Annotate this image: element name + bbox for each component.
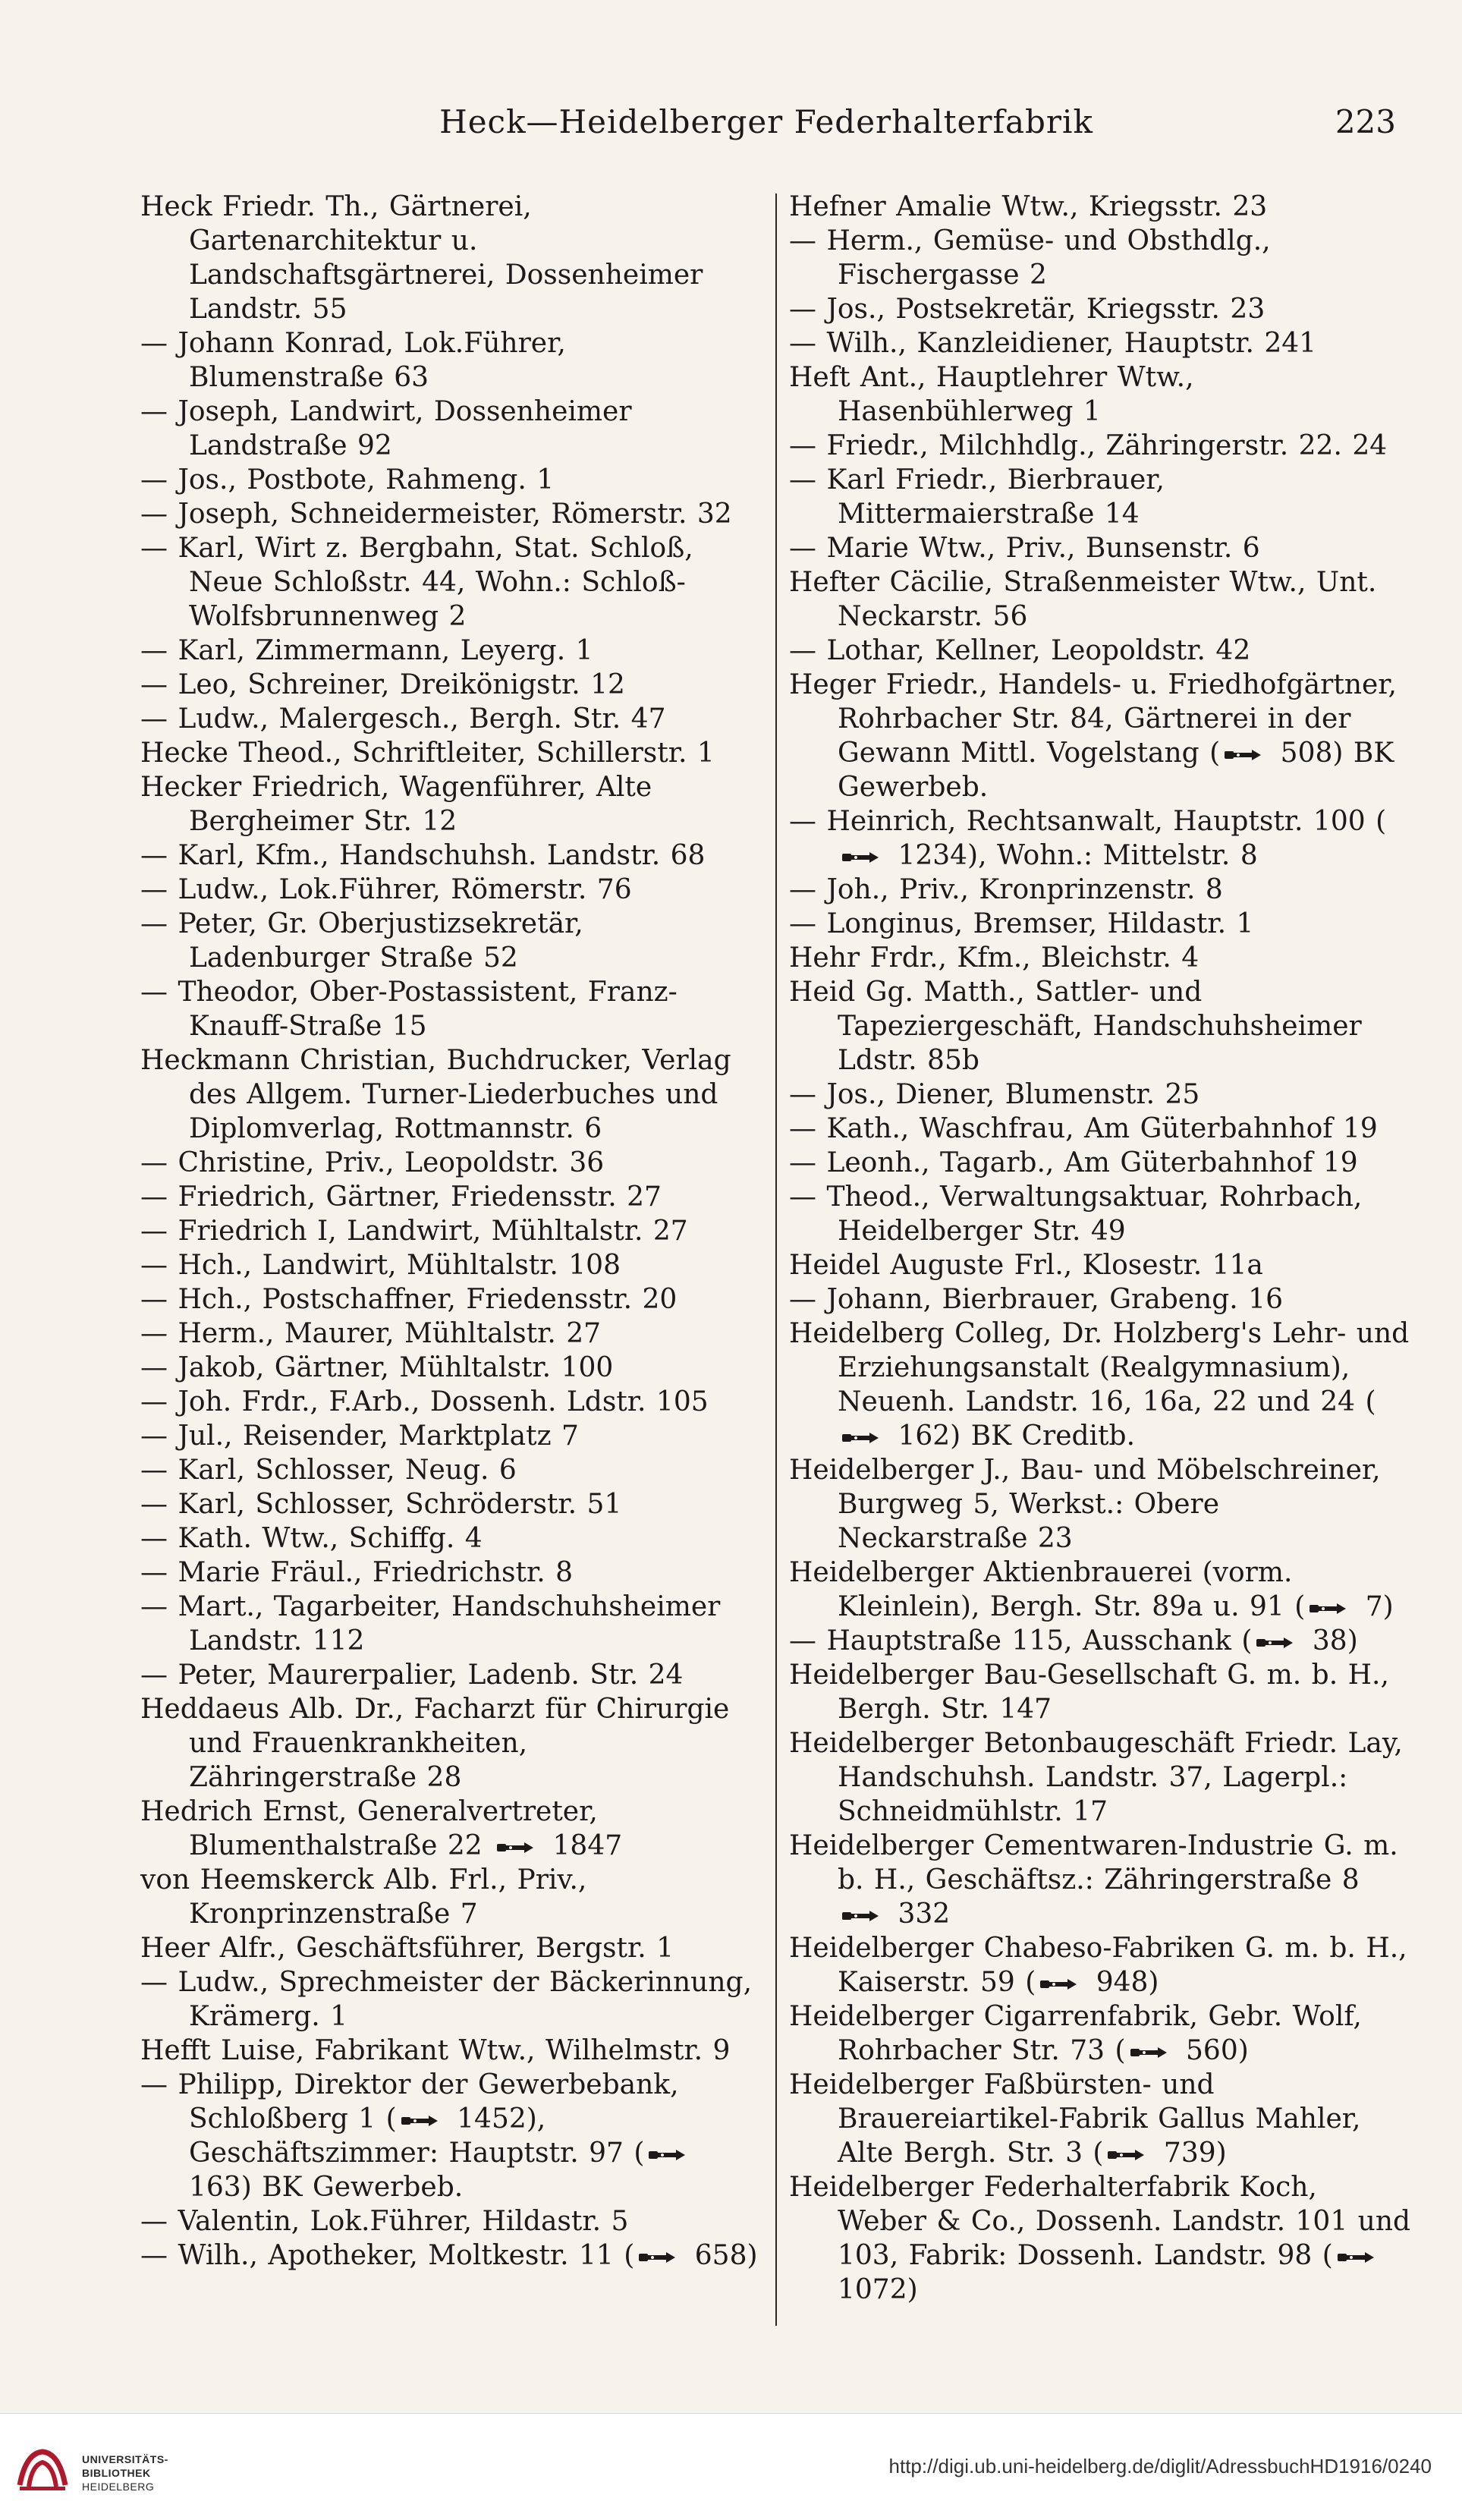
directory-entry: — Leo, Schreiner, Dreikönigstr. 12 [140,669,625,700]
directory-entry: — Jos., Diener, Blumenstr. 25 [789,1079,1200,1110]
directory-entry: Heid Gg. Matth., Sattler- und Tapeziergeschäft, Handschuhsheimer Ldstr. 85b [789,977,1362,1076]
directory-entry: — Leonh., Tagarb., Am Güterbahnhof 19 [789,1147,1358,1178]
directory-entry: Heidelberger Aktienbrauerei (vorm. Kleinlein), Bergh. Str. 89a u. 91 ( 7) [789,1557,1394,1622]
directory-entry: Heidelberger Bau-Gesellschaft G. m. b. H., Bergh. Str. 147 [789,1660,1389,1725]
directory-entry: — Karl, Wirt z. Bergbahn, Stat. Schloß, Neue Schloßstr. 44, Wohn.: Schloß-Wolfsbrunnenweg 2 [140,533,693,632]
directory-entry: — Herm., Maurer, Mühltalstr. 27 [140,1318,602,1349]
directory-entry: — Johann, Bierbrauer, Grabeng. 16 [789,1284,1283,1315]
directory-entry: Hefner Amalie Wtw., Kriegsstr. 23 [789,191,1268,222]
column-divider [775,193,777,2326]
library-logo[interactable] [15,2444,182,2497]
telephone-icon [1308,1600,1350,1617]
directory-entry: Heidelberger Betonbaugeschäft Friedr. Lay, Handschuhsh. Landstr. 37, Lagerpl.: Schneidmühlstr. 17 [789,1728,1403,1827]
directory-entry: — Friedr., Milchhdlg., Zähringerstr. 22. 24 [789,430,1388,461]
logo-text-line2: BIBLIOTHEK [82,2467,151,2479]
directory-entry: — Mart., Tagarbeiter, Handschuhsheimer Landstr. 112 [140,1591,721,1656]
directory-entry: Heck Friedr. Th., Gärtnerei, Gartenarchitektur u. Landschaftsgärtnerei, Dossenheimer Landstr. 55 [140,191,703,325]
telephone-icon [1223,747,1265,763]
directory-entry: — Joseph, Landwirt, Dossenheimer Landstraße 92 [140,396,632,461]
directory-entry: Hedrich Ernst, Generalvertreter, Blumenthalstraße 22 1847 [140,1796,623,1861]
directory-entry: — Theodor, Ober-Postassistent, Franz-Knauff-Straße 15 [140,977,678,1042]
directory-entry: — Jakob, Gärtner, Mühltalstr. 100 [140,1352,614,1383]
directory-entry: — Hch., Landwirt, Mühltalstr. 108 [140,1250,621,1281]
directory-entry: Heidel Auguste Frl., Klosestr. 11a [789,1250,1263,1281]
telephone-icon [1106,2147,1149,2163]
directory-entry: Heidelberger Faßbürsten- und Brauereiartikel-Fabrik Gallus Mahler, Alte Bergh. Str. 3 ( 739) [789,2069,1361,2169]
directory-entry: — Marie Wtw., Priv., Bunsenstr. 6 [789,533,1260,564]
directory-entry: Heidelberger Federhalterfabrik Koch, Weber & Co., Dossenh. Landstr. 101 und 103, Fabrik: Dossenh. Landstr. 98 ( 1072) [789,2172,1411,2305]
directory-entry: Heft Ant., Hauptlehrer Wtw., Hasenbühlerweg 1 [789,362,1194,427]
directory-entry: — Karl, Schlosser, Neug. 6 [140,1455,517,1486]
directory-entry: — Lothar, Kellner, Leopoldstr. 42 [789,635,1251,666]
directory-entry: Heddaeus Alb. Dr., Facharzt für Chirurgie und Frauenkrankheiten, Zähringerstraße 28 [140,1694,730,1793]
directory-entry: Heidelberger Cementwaren-Industrie G. m. b. H., Geschäftsz.: Zähringerstraße 8 332 [789,1830,1398,1930]
directory-entry: — Johann Konrad, Lok.Führer, Blumenstraße 63 [140,328,566,393]
directory-entry: — Philipp, Direktor der Gewerbebank, Schloßberg 1 ( 1452), Geschäftszimmer: Hauptstr. 97 ( 163) BK Gewerbeb. [140,2068,762,2204]
page-number: 223 [1335,103,1396,140]
directory-entry: Hefter Cäcilie, Straßenmeister Wtw., Unt. Neckarstr. 56 [789,567,1377,632]
directory-entry: Heger Friedr., Handels- u. Friedhofgärtner, Rohrbacher Str. 84, Gärtnerei in der Gewann Mittl. Vogelstang ( 508) BK Gewerbeb. [789,669,1398,803]
directory-entry: — Friedrich I, Landwirt, Mühltalstr. 27 [140,1216,688,1247]
directory-entry: — Longinus, Bremser, Hildastr. 1 [789,908,1254,939]
left-column [140,190,762,2337]
right-column [789,190,1411,2337]
telephone-icon [841,849,883,866]
directory-entry: Hecker Friedrich, Wagenführer, Alte Bergheimer Str. 12 [140,772,652,837]
directory-entry: — Christine, Priv., Leopoldstr. 36 [140,1147,605,1178]
directory-entry: — Hch., Postschaffner, Friedensstr. 20 [140,1284,678,1315]
directory-entry: Heidelberger Chabeso-Fabriken G. m. b. H., Kaiserstr. 59 ( 948) [789,1933,1407,1998]
directory-entry: — Wilh., Kanzleidiener, Hauptstr. 241 [789,328,1317,359]
source-url-link[interactable]: http://digi.ub.uni-heidelberg.de/diglit/AdressbuchHD1916/0240 [888,2455,1432,2478]
directory-entry: — Joh. Frdr., F.Arb., Dossenh. Ldstr. 105 [140,1386,709,1417]
telephone-icon [1255,1634,1297,1651]
directory-entry: Heidelberger Cigarrenfabrik, Gebr. Wolf, Rohrbacher Str. 73 ( 560) [789,2001,1362,2066]
directory-entry: — Ludw., Lok.Führer, Römerstr. 76 [140,874,632,905]
directory-entry: — Marie Fräul., Friedrichstr. 8 [140,1557,574,1588]
directory-entry: — Joh., Priv., Kronprinzenstr. 8 [789,874,1223,905]
directory-entry: — Wilh., Apotheker, Moltkestr. 11 ( 658) [140,2240,758,2271]
page-header [137,97,1396,150]
telephone-icon [1336,2249,1379,2266]
telephone-icon [1129,2044,1171,2061]
directory-entry: — Kath., Waschfrau, Am Güterbahnhof 19 [789,1113,1378,1144]
directory-entry: — Kath. Wtw., Schiffg. 4 [140,1523,483,1554]
directory-entry: — Hauptstraße 115, Ausschank ( 38) [789,1625,1358,1656]
logo-text-line1: UNIVERSITÄTS- [82,2453,168,2465]
directory-entry: — Heinrich, Rechtsanwalt, Hauptstr. 100 ( 1234), Wohn.: Mittelstr. 8 [789,806,1387,871]
footer-bar [0,2413,1462,2520]
telephone-icon [400,2113,442,2129]
directory-entry: — Jos., Postsekretär, Kriegsstr. 23 [789,294,1265,325]
telephone-icon [495,1839,538,1856]
directory-entry: — Jul., Reisender, Marktplatz 7 [140,1420,579,1452]
directory-entry: — Jos., Postbote, Rahmeng. 1 [140,464,555,496]
directory-entry: — Ludw., Sprechmeister der Bäckerinnung, Krämerg. 1 [140,1967,753,2032]
directory-entry: Heckmann Christian, Buchdrucker, Verlag des Allgem. Turner-Liederbuches und Diplomverlag, Rottmannstr. 6 [140,1045,731,1144]
directory-entry: Heidelberg Colleg, Dr. Holzberg's Lehr- und Erziehungsanstalt (Realgymnasium), Neuenh. Landstr. 16, 16a, 22 und 24 ( 162) BK Creditb. [789,1318,1410,1452]
telephone-icon [637,2249,680,2266]
directory-entry: — Herm., Gemüse- und Obsthdlg., Fischergasse 2 [789,225,1271,291]
telephone-icon [647,2147,690,2163]
directory-entry: — Karl Friedr., Bierbrauer, Mittermaierstraße 14 [789,464,1165,530]
directory-entry: — Karl, Zimmermann, Leyerg. 1 [140,635,593,666]
directory-entry: Heidelberger J., Bau- und Möbelschreiner, Burgweg 5, Werkst.: Obere Neckarstraße 23 [789,1455,1381,1554]
directory-entry: — Karl, Schlosser, Schröderstr. 51 [140,1489,622,1520]
directory-entry: — Valentin, Lok.Führer, Hildastr. 5 [140,2206,629,2237]
directory-entry: — Ludw., Malergesch., Bergh. Str. 47 [140,703,666,735]
directory-entry: — Joseph, Schneidermeister, Römerstr. 32 [140,499,732,530]
directory-entry: Hehr Frdr., Kfm., Bleichstr. 4 [789,942,1199,974]
directory-entry: von Heemskerck Alb. Frl., Priv., Kronprinzenstraße 7 [140,1864,587,1930]
directory-entry: — Karl, Kfm., Handschuhsh. Landstr. 68 [140,840,706,871]
logo-text-line3: HEIDELBERG [82,2481,155,2493]
telephone-icon [1039,1976,1081,1993]
seal-icon [15,2447,70,2494]
directory-entry: — Friedrich, Gärtner, Friedensstr. 27 [140,1181,662,1213]
directory-entry: Hefft Luise, Fabrikant Wtw., Wilhelmstr. 9 [140,2035,731,2066]
directory-entry: — Peter, Gr. Oberjustizsekretär, Ladenburger Straße 52 [140,908,583,974]
page-title: Heck—Heidelberger Federhalterfabrik [439,103,1093,140]
directory-entry: Heer Alfr., Geschäftsführer, Bergstr. 1 [140,1933,674,1964]
directory-entry: Hecke Theod., Schriftleiter, Schillerstr. 1 [140,738,715,769]
directory-entry: — Peter, Maurerpalier, Ladenb. Str. 24 [140,1660,684,1691]
telephone-icon [841,1430,883,1446]
directory-entry: — Theod., Verwaltungsaktuar, Rohrbach, Heidelberger Str. 49 [789,1181,1363,1247]
telephone-icon [841,1908,883,1924]
